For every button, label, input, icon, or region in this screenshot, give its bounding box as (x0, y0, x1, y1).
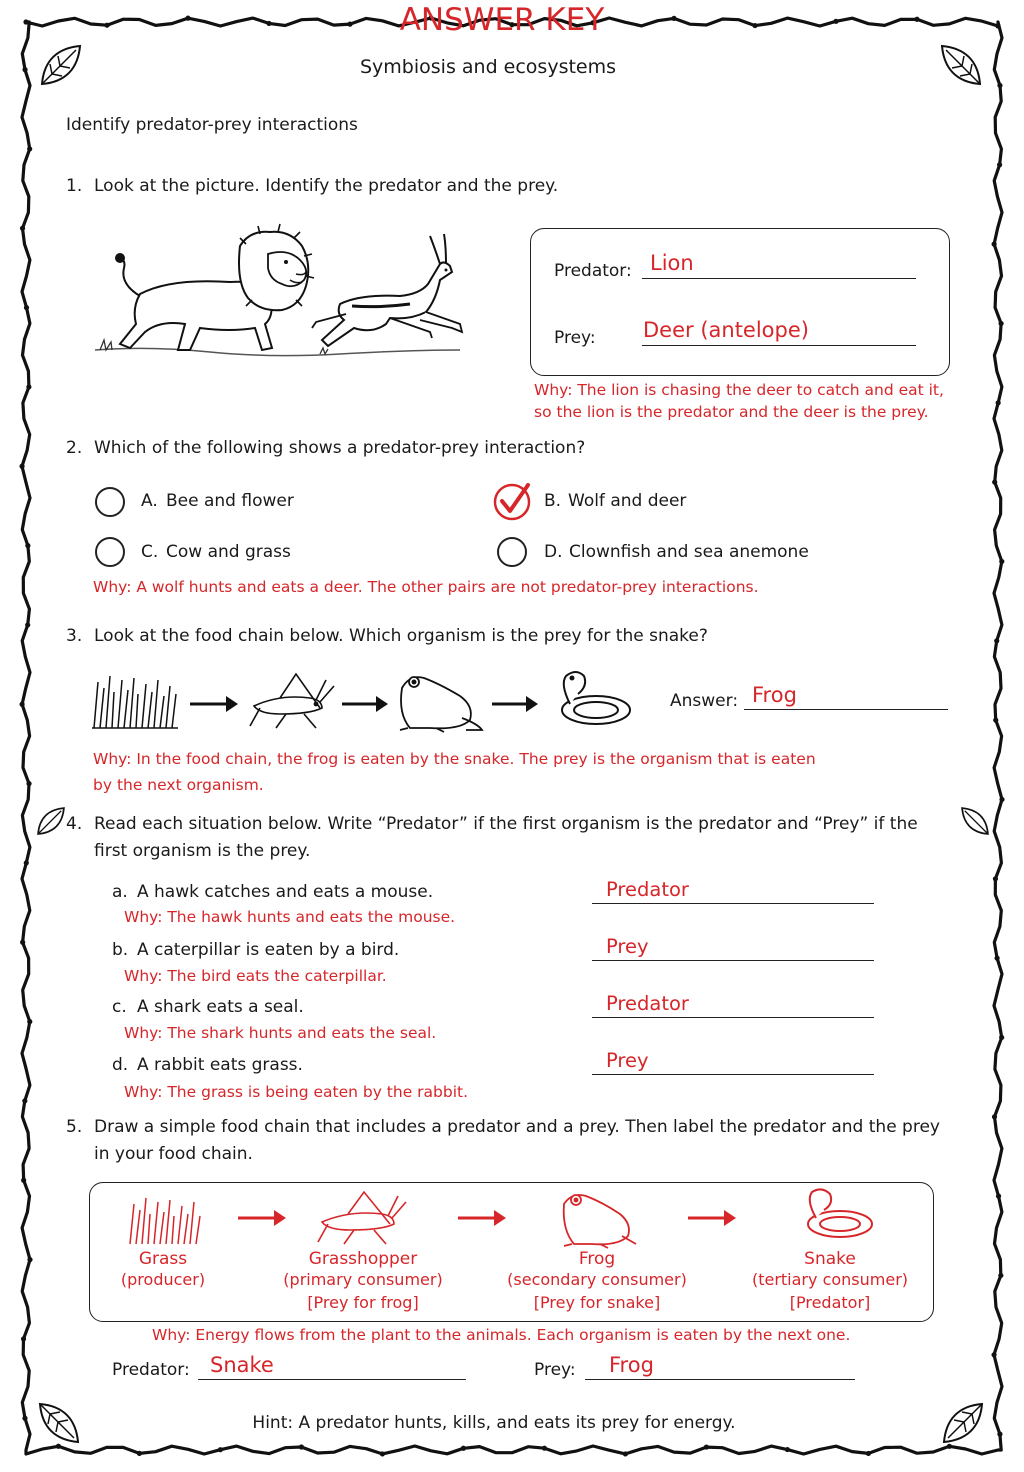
border-dot (20, 940, 25, 945)
border-dot (218, 1447, 223, 1452)
leaf-icon (958, 804, 992, 838)
border-dot (993, 876, 998, 881)
border-dot (866, 1451, 871, 1456)
border-dot (26, 384, 31, 389)
border-dot (997, 162, 1002, 167)
border-dot (785, 1447, 790, 1452)
q5-why: Why: Energy flows from the plant to the animals. Each organism is eaten by the next one. (152, 1326, 851, 1344)
q5-prey-answer: Frog (609, 1353, 654, 1377)
border-dot (27, 1019, 32, 1024)
q1-why-line2: so the lion is the predator and the deer is the prey. (534, 403, 929, 421)
border-dot (997, 83, 1002, 88)
border-dot (19, 702, 24, 707)
q3-answer: Frog (752, 683, 797, 707)
frog-icon (564, 1195, 636, 1248)
chain-grasshopper-role: (primary consumer) (283, 1270, 443, 1289)
border-dot (992, 1114, 997, 1119)
q2-option-d-radio[interactable] (497, 537, 527, 567)
grasshopper-icon (250, 674, 334, 728)
q3-number: 3. (66, 626, 83, 646)
topic-heading: Identify predator-prey interactions (66, 115, 358, 135)
q2-option-a-letter: A. (141, 491, 158, 511)
border-dot (19, 464, 24, 469)
q4a-why: Why: The hawk hunts and eats the mouse. (124, 908, 456, 926)
border-dot (704, 1444, 709, 1449)
q2-option-c-letter: C. (141, 542, 159, 562)
q4b-why: Why: The bird eats the caterpillar. (124, 967, 387, 985)
border-dot (992, 242, 997, 247)
border-dot (21, 1336, 26, 1341)
q4c-letter: c. (112, 997, 127, 1017)
page-title: ANSWER KEY (399, 2, 605, 38)
q4c-why: Why: The shark hunts and eats the seal. (124, 1024, 437, 1042)
q2-option-a-text: Bee and flower (166, 491, 294, 511)
leaf-icon (34, 804, 68, 838)
q2-option-b-letter: B. (544, 491, 562, 511)
border-dot (623, 1451, 628, 1456)
border-dot (999, 797, 1004, 802)
border-dot (380, 1451, 385, 1456)
lion-chasing-deer-illustration (90, 224, 480, 374)
q2-text: Which of the following shows a predator-prey interaction? (94, 438, 586, 458)
q4d-answer: Prey (606, 1049, 649, 1072)
chain-frog-role: (secondary consumer) (507, 1270, 687, 1289)
border-dot (21, 1178, 26, 1183)
q3-why-line1: Why: In the food chain, the frog is eaten by the snake. The prey is the organism that is eaten (93, 750, 816, 768)
q2-why: Why: A wolf hunts and eats a deer. The other pairs are not predator-prey interactions. (93, 578, 759, 596)
q2-option-b-text: Wolf and deer (568, 491, 687, 511)
q5-predator-label: Predator: (112, 1360, 190, 1380)
border-dot (998, 1273, 1003, 1278)
border-dot (994, 956, 999, 961)
border-dot (26, 781, 31, 786)
q4d-text: A rabbit eats grass. (137, 1055, 303, 1075)
q4a-text: A hawk catches and eats a mouse. (137, 882, 434, 902)
grass-icon (92, 676, 178, 728)
border-dot (996, 400, 1001, 405)
q5-prey-label: Prey: (534, 1360, 576, 1380)
q3-text: Look at the food chain below. Which organism is the prey for the snake? (94, 626, 708, 646)
chain-grasshopper-name: Grasshopper (308, 1249, 418, 1269)
grasshopper-icon (318, 1192, 406, 1244)
snake-icon (562, 672, 630, 724)
chain-snake-name: Snake (804, 1249, 856, 1269)
q4a-answer: Predator (606, 878, 689, 901)
border-dot (20, 226, 25, 231)
q2-number: 2. (66, 438, 83, 458)
q4-number: 4. (66, 814, 83, 834)
q4d-why: Why: The grass is being eaten by the rabbit. (124, 1083, 469, 1101)
q1-why-line1: Why: The lion is chasing the deer to catch and eat it, (534, 381, 944, 399)
border-dot (992, 480, 997, 485)
q4a-letter: a. (112, 882, 128, 902)
q2-option-d-text: Clownfish and sea anemone (569, 542, 809, 562)
border-dot (542, 1446, 547, 1451)
q2-option-d-letter: D. (544, 542, 563, 562)
chain-frog-name: Frog (578, 1249, 616, 1269)
q2-option-a-radio[interactable] (95, 487, 125, 517)
border-dot (27, 146, 32, 151)
q3-answer-label: Answer: (670, 691, 739, 711)
q5-number: 5. (66, 1117, 83, 1137)
chain-grasshopper-tag: [Prey for frog] (307, 1293, 419, 1312)
border-dot (991, 1352, 996, 1357)
q4d-letter: d. (112, 1055, 129, 1075)
q1-predator-answer: Lion (650, 251, 694, 275)
q4b-text: A caterpillar is eaten by a bird. (137, 940, 400, 960)
border-dot (994, 638, 999, 643)
q1-prey-answer: Deer (antelope) (643, 318, 809, 342)
hint-text: Hint: A predator hunts, kills, and eats its prey for energy. (252, 1413, 736, 1433)
q4c-answer: Predator (606, 992, 689, 1015)
q1-text: Look at the picture. Identify the predator and the prey. (94, 176, 559, 196)
q4-text-line2: first organism is the prey. (94, 841, 311, 861)
q1-predator-label: Predator: (554, 261, 632, 281)
chain-grass-name: Grass (138, 1249, 188, 1269)
q4b-answer: Prey (606, 935, 649, 958)
border-dot (996, 1194, 1001, 1199)
q4b-letter: b. (112, 940, 129, 960)
border-dot (461, 1446, 466, 1451)
q2-option-c-text: Cow and grass (166, 542, 291, 562)
chain-snake-role: (tertiary consumer) (751, 1270, 909, 1289)
q2-option-c-radio[interactable] (95, 537, 125, 567)
q5-predator-answer: Snake (210, 1353, 274, 1377)
border-dot (999, 559, 1004, 564)
frog-icon (400, 677, 482, 732)
chain-snake-tag: [Predator] (789, 1293, 871, 1312)
q1-prey-label: Prey: (554, 328, 596, 348)
snake-icon (808, 1189, 872, 1237)
chain-grass-role: (producer) (120, 1270, 206, 1289)
q3-food-chain-illustration (90, 664, 650, 734)
border-dot (27, 1257, 32, 1262)
q4-text-line1: Read each situation below. Write “Predator” if the first organism is the predator and “Prey” if the (94, 814, 918, 834)
border-dot (24, 860, 29, 865)
border-dot (997, 1432, 1002, 1437)
border-dot (25, 543, 30, 548)
q5-text-line2: in your food chain. (94, 1144, 253, 1164)
border-dot (137, 1451, 142, 1456)
q2-option-b-checked-radio[interactable] (492, 481, 536, 523)
page-subtitle: Symbiosis and ecosystems (359, 56, 617, 78)
q4c-text: A shark eats a seal. (137, 997, 304, 1017)
grass-icon (130, 1198, 200, 1244)
q5-text-line1: Draw a simple food chain that includes a predator and a prey. Then label the predator and the prey (94, 1117, 940, 1137)
border-dot (24, 305, 29, 310)
q1-number: 1. (66, 176, 83, 196)
border-dot (993, 718, 998, 723)
border-dot (998, 321, 1003, 326)
border-dot (999, 1035, 1004, 1040)
chain-frog-tag: [Prey for snake] (533, 1293, 661, 1312)
border-dot (25, 622, 30, 627)
q5-food-chain-drawing (100, 1188, 920, 1248)
border-dot (22, 1098, 27, 1103)
border-dot (299, 1444, 304, 1449)
q3-why-line2: by the next organism. (93, 776, 264, 794)
